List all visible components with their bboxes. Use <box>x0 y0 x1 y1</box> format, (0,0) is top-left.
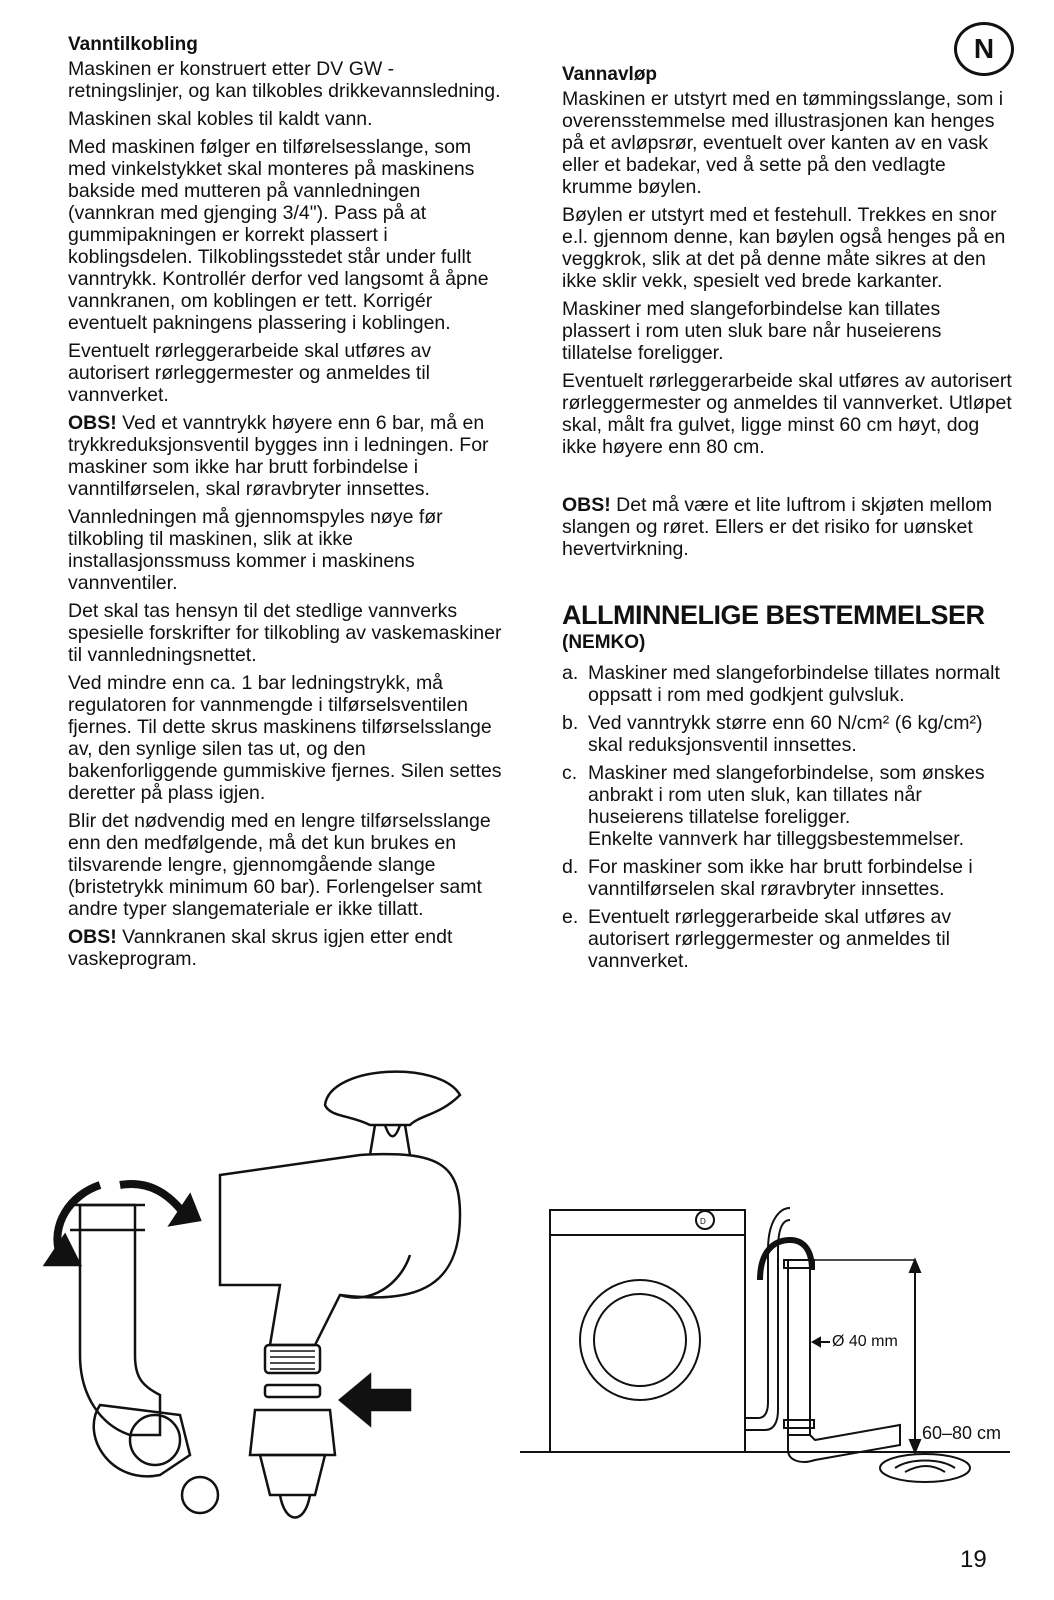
list-item-text: Maskiner med slangeforbindelse, som ønskes anbrakt i rom uten sluk, kan tillates når huseierens tillatelse foreligger. <box>588 762 985 828</box>
coupling-nut <box>250 1410 335 1455</box>
paragraph: Eventuelt rørleggerarbeide skal utføres av autorisert rørleggermester og anmeldes til vannverket. <box>68 340 432 406</box>
general-regulations-heading: ALLMINNELIGE BESTEMMELSER <box>562 600 985 630</box>
list-item-letter: e. <box>562 906 579 928</box>
list-item-text: Ved vanntrykk større enn 60 N/cm² (6 kg/cm²) skal reduksjonsventil innsettes. <box>588 712 983 756</box>
list-item <box>562 856 1012 900</box>
floor-drain <box>880 1454 970 1482</box>
section-heading-drainage: Vannavløp <box>562 64 658 85</box>
paragraph: Vannledningen må gjennomspyles nøye før tilkobling til maskinen, slik at ikke installasjonssmuss kommer i maskinens vannventiler. <box>68 506 443 594</box>
supply-hose <box>80 1205 160 1435</box>
tap-connection-illustration <box>40 1055 510 1545</box>
nemko-subheading: (NEMKO) <box>562 632 646 653</box>
obs-label: OBS! <box>68 926 117 948</box>
machine-door <box>580 1280 700 1400</box>
list-item-letter: a. <box>562 662 579 684</box>
list-item <box>562 762 1012 850</box>
right-column <box>562 64 1012 978</box>
page-number: 19 <box>960 1546 987 1573</box>
paragraph: Blir det nødvendig med en lengre tilførselsslange enn den medfølgende, må det kun brukes en tilsvarende lengre, gjennomgående slange (bristetrykk minimum 60 bar). Forlengelser samt andre typer slangemateriale er ikke tillatt. <box>68 810 491 920</box>
list-item <box>562 662 1012 706</box>
paragraph: Maskinen er konstruert etter DV GW - retningslinjer, og kan tilkobles drikkevannsledning. <box>68 58 501 102</box>
obs-note <box>68 412 508 500</box>
list-item-text: Eventuelt rørleggerarbeide skal utføres av autorisert rørleggermester og anmeldes til vannverket. <box>588 906 952 972</box>
pipe-diameter-label: Ø 40 mm <box>832 1333 898 1350</box>
diameter-arrow-icon <box>813 1338 820 1346</box>
paragraph: Det skal tas hensyn til det stedlige vannverks spesielle forskrifter for tilkobling av vaskemaskiner til vannledningsnettet. <box>68 600 502 666</box>
drain-pipe <box>788 1260 810 1435</box>
list-item-letter: c. <box>562 762 578 784</box>
paragraph: Maskinen skal kobles til kaldt vann. <box>68 108 373 130</box>
svg-text:D: D <box>700 1217 706 1226</box>
list-item <box>562 712 1012 756</box>
paragraph: Med maskinen følger en tilførelsesslange, som med vinkelstykket skal monteres på maskinens bakside med mutteren på vannledningen (vannkran med gjenging 3/4"). Pass på at gummipakningen er korrekt plassert i koblingsdelen. Tilkoblingsstedet står under fullt vanntrykk. Kontrollér derfor ved langsomt å åpne vannkranen, om koblingen er tett. Korrigér eventuelt pakningens plassering i koblingen. <box>68 136 489 334</box>
obs-note <box>68 926 508 970</box>
paragraph: Bøylen er utstyrt med et festehull. Trekkes en snor e.l. gjennom denne, kan bøylen også henges på en veggkrok, slik at det på denne måte sikres at den ikke sklir vekk, spesielt ved brede karkanter. <box>562 204 1006 292</box>
angle-fitting <box>94 1405 190 1476</box>
obs-label: OBS! <box>562 494 611 516</box>
list-item-letter: b. <box>562 712 579 734</box>
list-item <box>562 906 1012 972</box>
rubber-washer <box>265 1385 320 1397</box>
regulations-list <box>562 662 1012 972</box>
obs-text: Det må være et lite luftrom i skjøten mellom slangen og røret. Ellers er det risiko for uønsket hevertvirkning. <box>562 494 993 560</box>
obs-text: Vannkranen skal skrus igjen etter endt vaskeprogram. <box>68 926 453 970</box>
height-label: 60–80 cm <box>922 1423 1002 1443</box>
list-item-extra: Enkelte vannverk har tilleggsbestemmelser. <box>588 828 965 850</box>
obs-note <box>562 494 1012 560</box>
obs-text: Ved et vanntrykk høyere enn 6 bar, må en trykkreduksjonsventil bygges inn i ledningen. For maskiner som ikke har brutt forbindelse i vanntilførselen, skal røravbryter innsettes. <box>68 412 489 500</box>
list-item-text: For maskiner som ikke har brutt forbindelse i vanntilførselen skal røravbryter innsettes. <box>588 856 973 900</box>
list-item-text: Maskiner med slangeforbindelse tillates normalt oppsatt i rom med godkjent gulvsluk. <box>588 662 1000 706</box>
drainage-illustration <box>520 1140 1045 1520</box>
tap-body <box>220 1154 460 1345</box>
left-column <box>68 34 508 976</box>
obs-label: OBS! <box>68 412 117 434</box>
list-item-letter: d. <box>562 856 579 878</box>
tap-handle <box>325 1072 460 1125</box>
paragraph: Eventuelt rørleggerarbeide skal utføres av autorisert rørleggermester og anmeldes til vannverket. Utløpet skal, målt fra gulvet, ligge minst 60 cm høyt, dog ikke høyere enn 80 cm. <box>562 370 1012 458</box>
section-heading-water-connection: Vanntilkobling <box>68 34 198 55</box>
paragraph: Maskiner med slangeforbindelse kan tillates plassert i rom uten sluk bare når huseierens tillatelse foreligger. <box>562 298 942 364</box>
washing-machine <box>550 1210 745 1452</box>
language-badge: N <box>954 22 1014 76</box>
paragraph: Maskinen er utstyrt med en tømmingsslange, som i overensstemmelse med illustrasjonen kan henges på et avløpsrør, eventuelt over kanten av en vask eller et badekar, ved å sette på den vedlagte krumme bøylen. <box>562 88 1004 198</box>
insert-arrow-icon <box>340 1375 410 1425</box>
rotation-arrow-right-icon <box>120 1184 185 1215</box>
paragraph: Ved mindre enn ca. 1 bar ledningstrykk, må regulatoren for vannmengde i tilførselsventilen fjernes. Til dette skrus maskinens tilførselsslange av, den synlige silen tas ut, og den bakenforliggende gummiskive fjernes. Silen settes deretter på plass igjen. <box>68 672 502 804</box>
